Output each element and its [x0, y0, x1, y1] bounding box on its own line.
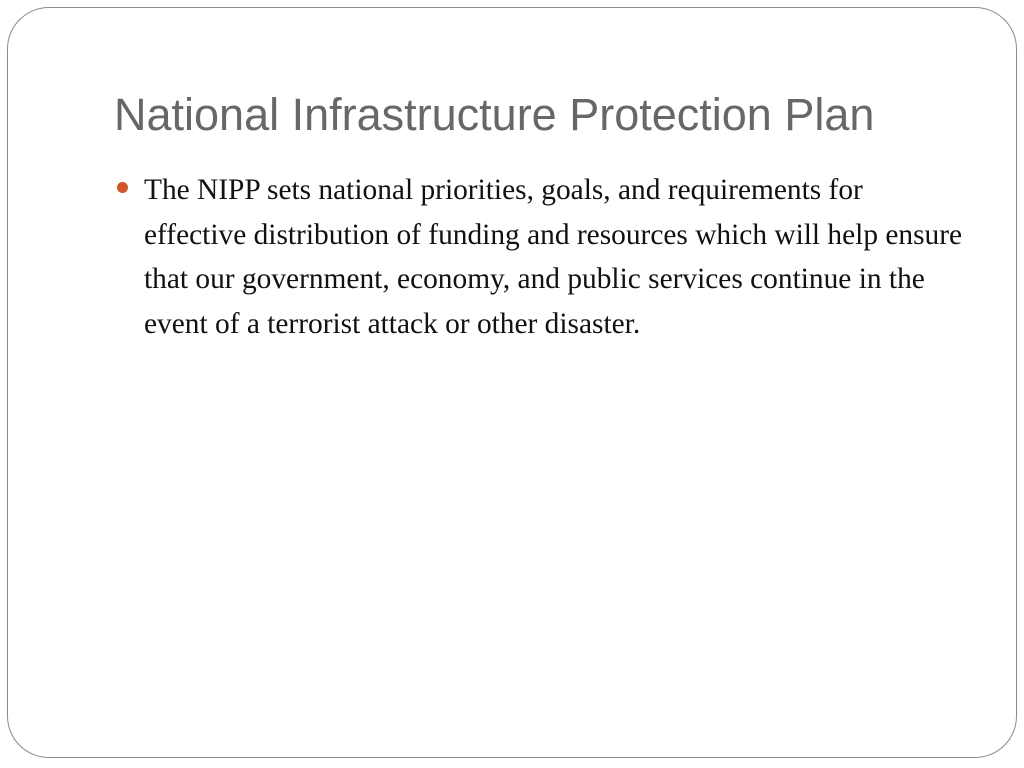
bullet-dot-icon [117, 182, 128, 193]
bullet-list [117, 168, 967, 346]
bullet-text: The NIPP sets national priorities, goals, and requirements for effective distribution of funding and resources which will help ensure that our government, economy, and public services continue in the event of a terrorist attack or other disaster. [144, 174, 963, 340]
bullet-item [117, 168, 967, 346]
slide-title: National Infrastructure Protection Plan [114, 89, 875, 140]
